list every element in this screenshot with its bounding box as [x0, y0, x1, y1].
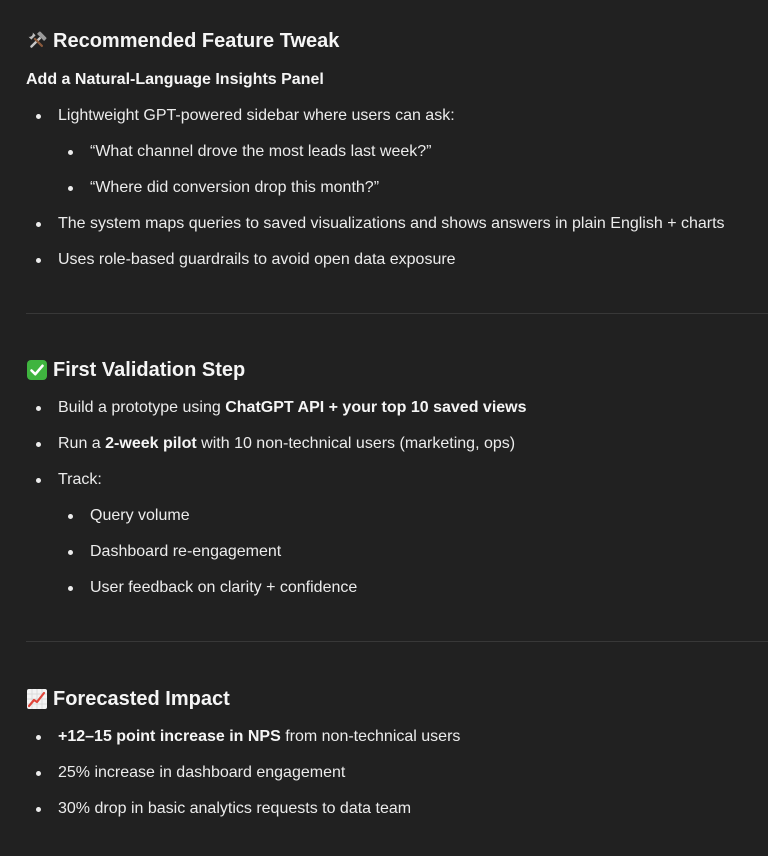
hammer-and-wrench-icon: [26, 30, 48, 52]
chart-increasing-icon: [26, 688, 48, 710]
list-item-text: 30% drop in basic analytics requests to data team: [58, 800, 412, 817]
section-divider: [26, 641, 768, 642]
bullet-dot: [36, 222, 41, 227]
list-item-text: Run a: [58, 435, 106, 452]
list-item-text: Query volume: [90, 507, 190, 524]
list-item-text: Track:: [58, 471, 102, 488]
list-item: [26, 434, 768, 454]
list-item: [26, 142, 768, 162]
bullet-dot: [36, 771, 41, 776]
bullet-list: [26, 106, 768, 270]
list-item-bold-text: 2-week pilot: [105, 435, 197, 452]
section-title: Recommended Feature Tweak: [53, 30, 340, 52]
bullet-dot: [36, 258, 41, 263]
list-item-text: Lightweight GPT-powered sidebar where users can ask:: [58, 107, 455, 124]
list-item-bold-text: +12–15 point increase in NPS: [58, 728, 281, 745]
bullet-dot: [36, 114, 41, 119]
bullet-dot: [68, 514, 73, 519]
bullet-dot: [68, 186, 73, 191]
list-item: [26, 799, 768, 819]
list-item-text: User feedback on clarity + confidence: [90, 579, 358, 596]
list-item-text: 25% increase in dashboard engagement: [58, 764, 346, 781]
list-item: [26, 763, 768, 783]
bullet-dot: [68, 150, 73, 155]
bullet-dot: [36, 442, 41, 447]
section-title: First Validation Step: [53, 359, 246, 381]
section-forecasted-impact: [26, 687, 768, 819]
list-item-text: Dashboard re-engagement: [90, 543, 282, 560]
list-item: [26, 727, 768, 747]
list-item-bold-text: ChatGPT API + your top 10 saved views: [225, 399, 527, 416]
bullet-dot: [36, 807, 41, 812]
section-validation-step: [26, 358, 768, 598]
section-heading: [26, 29, 768, 53]
list-item: [26, 470, 768, 490]
bullet-dot: [68, 586, 73, 591]
check-mark-button-icon: [26, 359, 48, 381]
section-subtitle: Add a Natural-Language Insights Panel: [26, 71, 324, 88]
list-item-text: from non-technical users: [280, 728, 461, 745]
bullet-dot: [36, 406, 41, 411]
list-item: [26, 214, 768, 234]
section-feature-tweak: [26, 29, 768, 270]
list-item: [26, 506, 768, 526]
bullet-list: [26, 727, 768, 819]
list-item-text: with 10 non-technical users (marketing, ops): [196, 435, 516, 452]
list-item-text: “Where did conversion drop this month?”: [90, 179, 380, 196]
list-item: [26, 106, 768, 126]
list-item-text: “What channel drove the most leads last week?”: [90, 143, 432, 160]
section-heading: [26, 687, 768, 711]
list-item: [26, 250, 768, 270]
bullet-dot: [36, 478, 41, 483]
list-item: [26, 398, 768, 418]
list-item-text: Build a prototype using: [58, 399, 226, 416]
section-divider: [26, 313, 768, 314]
list-item-text: The system maps queries to saved visualizations and shows answers in plain English + charts: [58, 215, 725, 232]
list-item-text: Uses role-based guardrails to avoid open data exposure: [58, 251, 456, 268]
list-item: [26, 178, 768, 198]
section-title: Forecasted Impact: [53, 688, 230, 710]
list-item: [26, 578, 768, 598]
bullet-dot: [36, 735, 41, 740]
bullet-list: [26, 398, 768, 598]
bullet-dot: [68, 550, 73, 555]
list-item: [26, 542, 768, 562]
section-heading: [26, 358, 768, 382]
